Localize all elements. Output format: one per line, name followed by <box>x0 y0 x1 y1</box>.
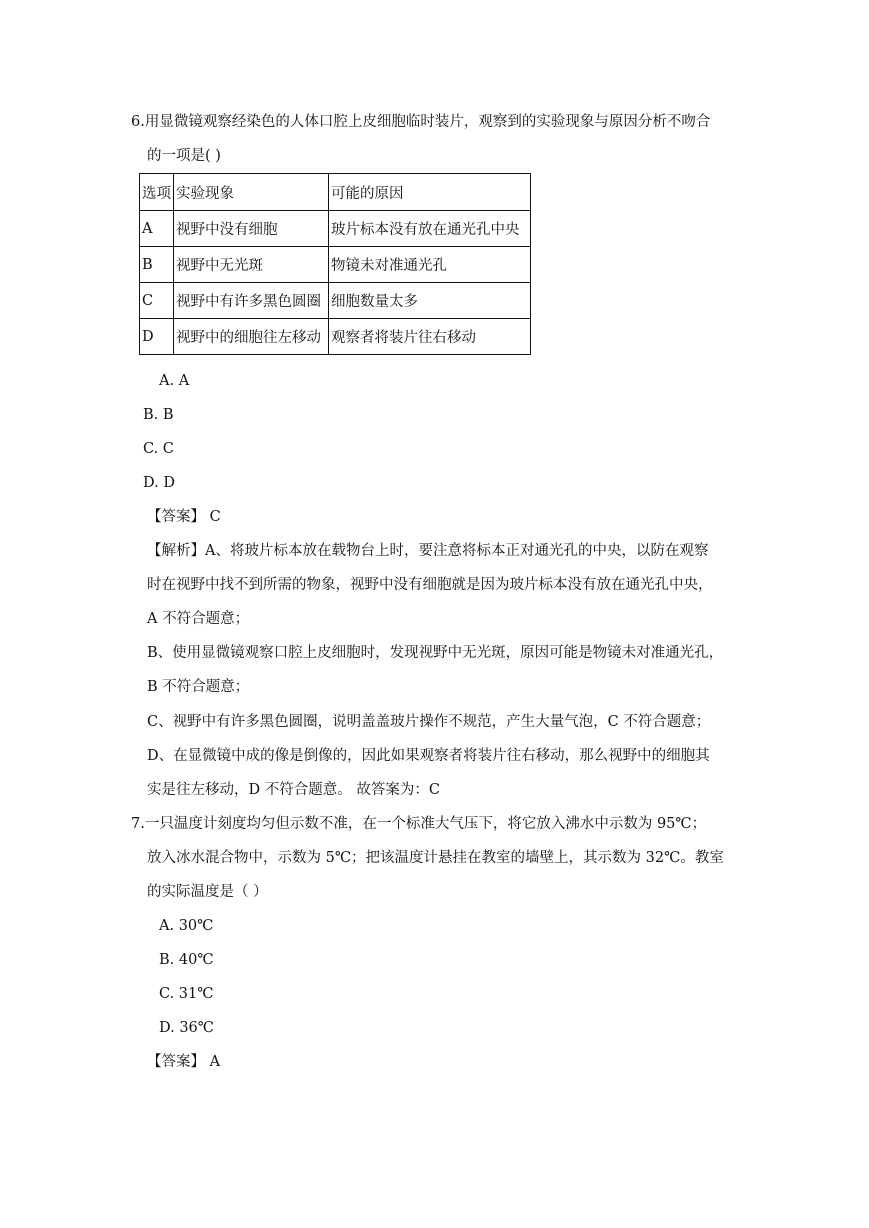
q6-option-b: B. B <box>143 407 174 423</box>
table-row <box>140 247 531 283</box>
q6-analysis-line: B 不符合题意； <box>147 679 250 695</box>
table-cell: 物镜未对准通光孔 <box>329 247 531 283</box>
q6-analysis-line: 时在视野中找不到所需的物象，视野中没有细胞就是因为玻片标本没有放在通光孔中央， <box>147 577 713 593</box>
table-cell: 视野中的细胞往左移动 <box>174 319 329 355</box>
table-row <box>140 283 531 319</box>
q6-stem-line2: 的一项是( ) <box>147 148 221 164</box>
q6-stem-line1: 6.用显微镜观察经染色的人体口腔上皮细胞临时装片，观察到的实验现象与原因分析不吻合 <box>131 114 711 130</box>
table-cell: B <box>140 247 174 283</box>
table-header-row <box>140 174 531 211</box>
q6-analysis-line: 实是往左移动，D 不符合题意。 故答案为：C <box>147 782 440 798</box>
q7-stem-line1: 7.一只温度计刻度均匀但示数不准，在一个标准大气压下，将它放入沸水中示数为 95℃； <box>131 816 707 832</box>
q7-option-c: C. 31℃ <box>159 986 214 1002</box>
answer-label: 【答案】 <box>147 509 205 525</box>
q6-analysis-line: A 不符合题意； <box>147 611 250 627</box>
q6-analysis-line: 【解析】A、将玻片标本放在载物台上时，要注意将标本正对通光孔的中央，以防在观察 <box>147 543 709 559</box>
table-cell: 观察者将装片往右移动 <box>329 319 531 355</box>
q7-stem-line2: 放入冰水混合物中，示数为 5℃；把该温度计悬挂在教室的墙壁上，其示数为 32℃。教室 <box>147 850 724 866</box>
q7-stem-line3: 的实际温度是（ ） <box>147 884 268 900</box>
table-header-cell: 选项 <box>140 174 174 211</box>
answer-value: C <box>209 509 221 525</box>
table-header-cell: 可能的原因 <box>329 174 531 211</box>
q7-answer <box>147 1052 220 1072</box>
table-cell: 视野中无光斑 <box>174 247 329 283</box>
table-cell: 视野中没有细胞 <box>174 211 329 247</box>
q7-option-d: D. 36℃ <box>159 1020 214 1036</box>
q6-option-d: D. D <box>143 475 175 491</box>
q6-analysis-line: B、使用显微镜观察口腔上皮细胞时，发现视野中无光斑，原因可能是物镜未对准通光孔， <box>147 645 724 661</box>
q6-answer <box>147 507 221 527</box>
q6-option-a: A. A <box>159 373 190 389</box>
table-header-cell: 实验现象 <box>174 174 329 211</box>
q7-option-a: A. 30℃ <box>159 918 214 934</box>
table-row <box>140 211 531 247</box>
table-cell: A <box>140 211 174 247</box>
table-cell: 玻片标本没有放在通光孔中央 <box>329 211 531 247</box>
q7-option-b: B. 40℃ <box>159 952 214 968</box>
answer-value: A <box>209 1054 221 1070</box>
table-row <box>140 319 531 355</box>
answer-label: 【答案】 <box>147 1054 205 1070</box>
table-cell: 细胞数量太多 <box>329 283 531 319</box>
q6-analysis-line: D、在显微镜中成的像是倒像的，因此如果观察者将装片往右移动，那么视野中的细胞其 <box>147 748 710 764</box>
q6-analysis-line: C、视野中有许多黑色圆圈，说明盖盖玻片操作不规范，产生大量气泡，C 不符合题意； <box>147 714 711 730</box>
table-cell: C <box>140 283 174 319</box>
table-cell: 视野中有许多黑色圆圈 <box>174 283 329 319</box>
table-cell: D <box>140 319 174 355</box>
q6-option-c: C. C <box>143 441 174 457</box>
q6-options-table <box>139 173 531 355</box>
